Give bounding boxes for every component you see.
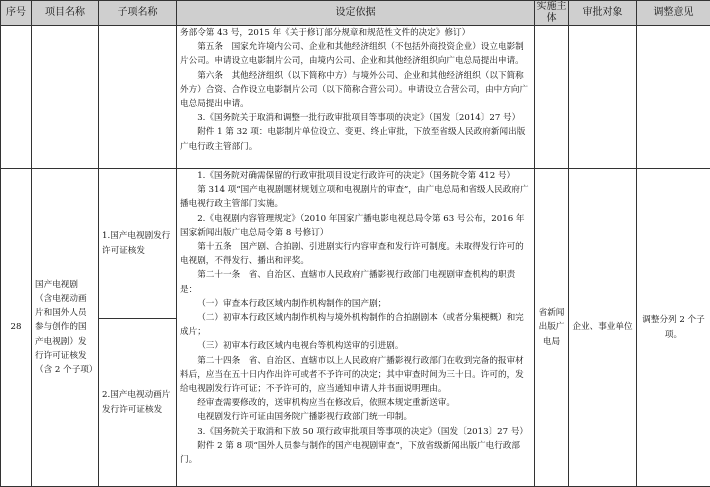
row-number: 28 — [1, 169, 32, 487]
cell-empty-item — [32, 26, 99, 169]
header-row — [1, 1, 710, 26]
basis-paragraph: （三）初审本行政区域内电视台等机构送审的引进剧。 — [197, 341, 404, 352]
item-name: 国产电视剧（含电视动画片和国外人员参与创作的国产电视剧）发行许可证核发（含 2 个子项） — [32, 169, 99, 487]
table-row-continued — [1, 26, 710, 169]
basis-paragraph: （二）初审本行政区域内制作机构与境外机构制作的合拍剧剧本（或者分集梗概）和完成片； — [180, 313, 524, 338]
cell-empty-subitem — [99, 26, 177, 169]
cell-empty-opinion — [637, 26, 710, 169]
basis-paragraph: 第二十一条 省、自治区、直辖市人民政府广播影视行政部门电视剧审查机构的职责是： — [180, 270, 516, 295]
basis-paragraph: 1.《国务院对确需保留的行政审批项目设定行政许可的决定》（国务院令第 412 号） — [197, 171, 516, 181]
basis-paragraph: （一）审查本行政区域内制作机构制作的国产剧； — [197, 298, 387, 309]
basis-paragraph: 第十五条 国产剧、合拍剧、引进剧实行内容审查和发行许可制度。未取得发行许可的电视剧，不得发行、播出和评奖。 — [180, 242, 524, 267]
header-subitem: 子项名称 — [99, 1, 177, 26]
basis-paragraph: 电视剧发行许可证由国务院广播影视行政部门统一印制。 — [197, 412, 413, 423]
basis-paragraph: 第 314 项“国产电视剧题材规划立项和电视剧片的审查”，由广电总局和省级人民政府广播电视行政主管部门实施。 — [180, 185, 529, 210]
basis-paragraph: 3.《国务院关于取消和下放 50 项行政审批项目等事项的决定》（国发〔2013〕27 号） — [197, 426, 529, 437]
cell-empty-subject — [535, 26, 569, 169]
basis-paragraph: 第二十四条 省、自治区、直辖市以上人民政府广播影视行政部门在收到完备的报审材料后，应当在五十日内作出许可或者不予许可的决定；其中审查时间为三十日。许可的，发给电视剧发行许可证；不予许可的，应当通知申请人并书面说明理由。 — [180, 355, 524, 395]
basis-cell-top — [177, 26, 535, 169]
header-basis: 设定依据 — [177, 1, 535, 26]
basis-paragraph: 2.《电视剧内容管理规定》（2010 年国家广播电影电视总局令第 63 号公布，2016 年国家新闻出版广电总局令第 8 号修订） — [180, 213, 525, 238]
basis-paragraph: 第五条 国家允许境内公司、企业和其他经济组织（不包括外商投资企业）设立电影制片公司。申请设立电影制片公司，由境内公司、企业和其他经济组织向广电总局提出申请。 — [180, 42, 524, 67]
header-subject: 实施主体 — [536, 1, 567, 24]
basis-paragraph: 务部令第 43 号，2015 年《关于修订部分规章和规范性文件的决定》修订） — [180, 28, 471, 38]
basis-paragraph: 经审查需要修改的，送审机构应当在修改后，依照本规定重新送审。 — [197, 398, 456, 409]
header-opinion: 调整意见 — [637, 1, 710, 26]
basis-cell-28 — [177, 169, 535, 487]
basis-paragraph: 附件 1 第 32 项：电影制片单位设立、变更、终止审批，下放至省级人民政府新闻出版广电行政主管部门。 — [180, 127, 526, 152]
adjustment-opinion: 调整分列 2 个子项。 — [637, 169, 710, 487]
approval-target: 企业、事业单位 — [569, 169, 637, 487]
header-no: 序号 — [1, 1, 32, 26]
header-target: 审批对象 — [569, 1, 637, 26]
basis-paragraph: 附件 2 第 8 项“国外人员参与制作的国产电视剧审查”，下放省级新闻出版广电行政部门。 — [180, 440, 521, 466]
subitem-2: 2.国产电视动画片发行许可证核发 — [99, 319, 177, 487]
cell-empty-target — [569, 26, 637, 169]
cell-empty-no — [1, 26, 32, 169]
header-item: 项目名称 — [32, 1, 99, 26]
basis-paragraph: 第六条 其他经济组织（以下简称中方）与境外公司、企业和其他经济组织（以下简称外方）合资、合作设立电影制片公司（以下简称合营公司）。申请设立合营公司，由中方向广电总局提出申请。 — [180, 70, 529, 110]
subitem-1: 1.国产电视剧发行许可证核发 — [99, 169, 177, 319]
implementing-body: 省新闻出版广电局 — [535, 169, 569, 487]
basis-paragraph: 3.《国务院关于取消和调整一批行政审批项目等事项的决定》（国发〔2014〕27 号） — [197, 113, 521, 124]
table-row-28a — [1, 169, 710, 319]
